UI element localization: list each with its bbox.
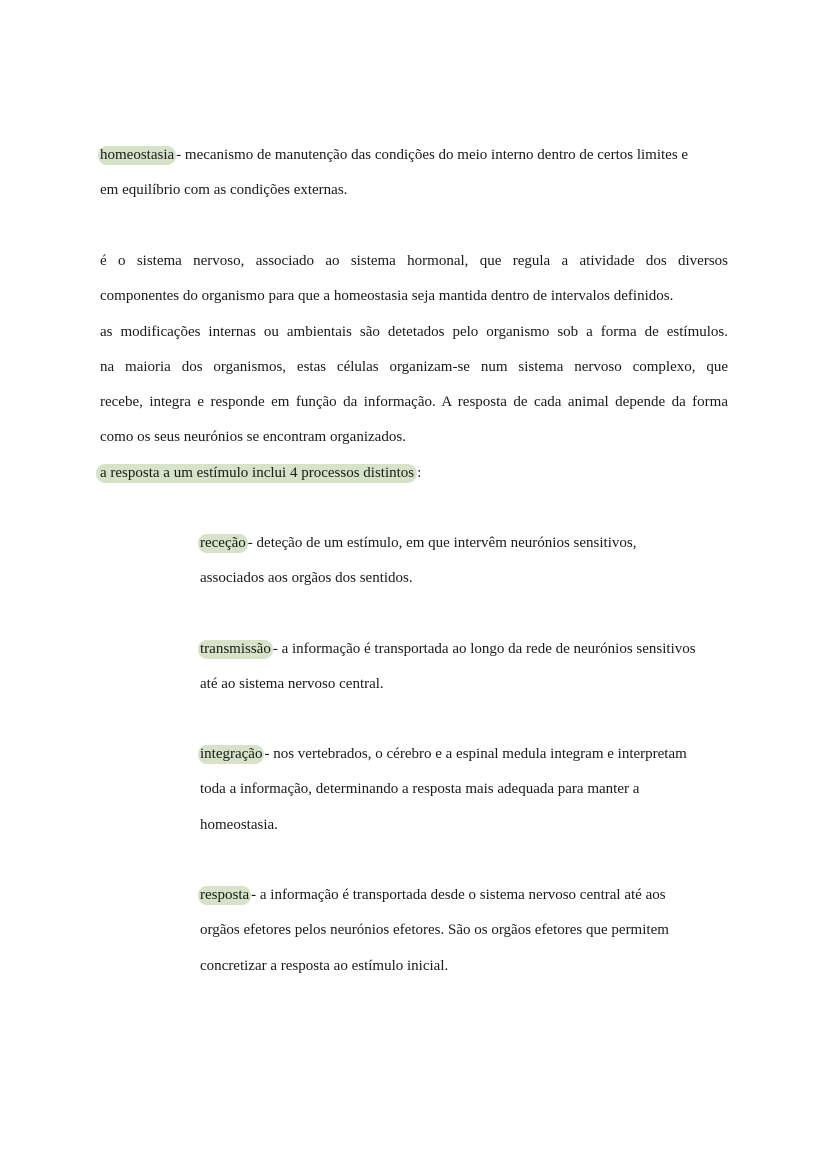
process-line: concretizar a resposta ao estímulo inicial.: [200, 957, 449, 974]
process-line: [200, 632, 740, 667]
process-line: [200, 737, 740, 772]
process-recepcao: [200, 526, 740, 597]
highlighted-term: transmissão: [200, 641, 271, 657]
processes-intro: [100, 456, 728, 491]
process-integracao: [200, 737, 740, 843]
process-line: [200, 878, 740, 913]
intro-colon: :: [417, 464, 422, 481]
process-text: - nos vertebrados, o cérebro e a espinal medula integram e interpretam: [264, 746, 687, 762]
highlighted-term: homeostasia: [100, 147, 175, 163]
nervous-system-paragraph: [100, 244, 728, 491]
paragraph-line: como os seus neurónios se encontram organizados.: [100, 429, 406, 446]
highlighted-term: receção: [200, 535, 246, 551]
process-line: homeostasia.: [200, 816, 278, 833]
paragraph-line: na maioria dos organismos, estas células organizam-se num sistema nervoso complexo, que: [100, 358, 728, 375]
homeostasis-definition: [100, 138, 730, 209]
process-text: - a informação é transportada ao longo da rede de neurónios sensitivos: [272, 641, 696, 657]
process-text: - deteção de um estímulo, em que intervêm neurónios sensitivos,: [247, 535, 637, 551]
paragraph-line: componentes do organismo para que a homeostasia seja mantida dentro de intervalos definidos.: [100, 288, 674, 305]
process-line: associados aos orgãos dos sentidos.: [200, 570, 413, 587]
process-resposta: [200, 878, 740, 984]
process-transmissao: [200, 632, 740, 703]
highlighted-term: resposta: [200, 887, 250, 903]
definition-line: [100, 138, 730, 173]
paragraph-line: as modificações internas ou ambientais são detetados pelo organismo sob a forma de estímulos.: [100, 323, 728, 340]
highlighted-intro: a resposta a um estímulo inclui 4 processos distintos: [96, 464, 417, 483]
paragraph-line: recebe, integra e responde em função da informação. A resposta de cada animal depende da forma: [100, 394, 728, 411]
highlighted-term: integração: [200, 746, 263, 762]
paragraph-line: é o sistema nervoso, associado ao sistema hormonal, que regula a atividade dos diversos: [100, 253, 728, 269]
definition-line: em equilíbrio com as condições externas.: [100, 182, 348, 199]
definition-text: - mecanismo de manutenção das condições do meio interno dentro de certos limites e: [176, 147, 689, 163]
process-line: até ao sistema nervoso central.: [200, 676, 384, 693]
process-line: toda a informação, determinando a resposta mais adequada para manter a: [200, 781, 640, 798]
process-line: orgãos efetores pelos neurónios efetores. São os orgãos efetores que permitem: [200, 922, 669, 939]
process-line: [200, 526, 740, 561]
process-text: - a informação é transportada desde o sistema nervoso central até aos: [251, 887, 666, 903]
